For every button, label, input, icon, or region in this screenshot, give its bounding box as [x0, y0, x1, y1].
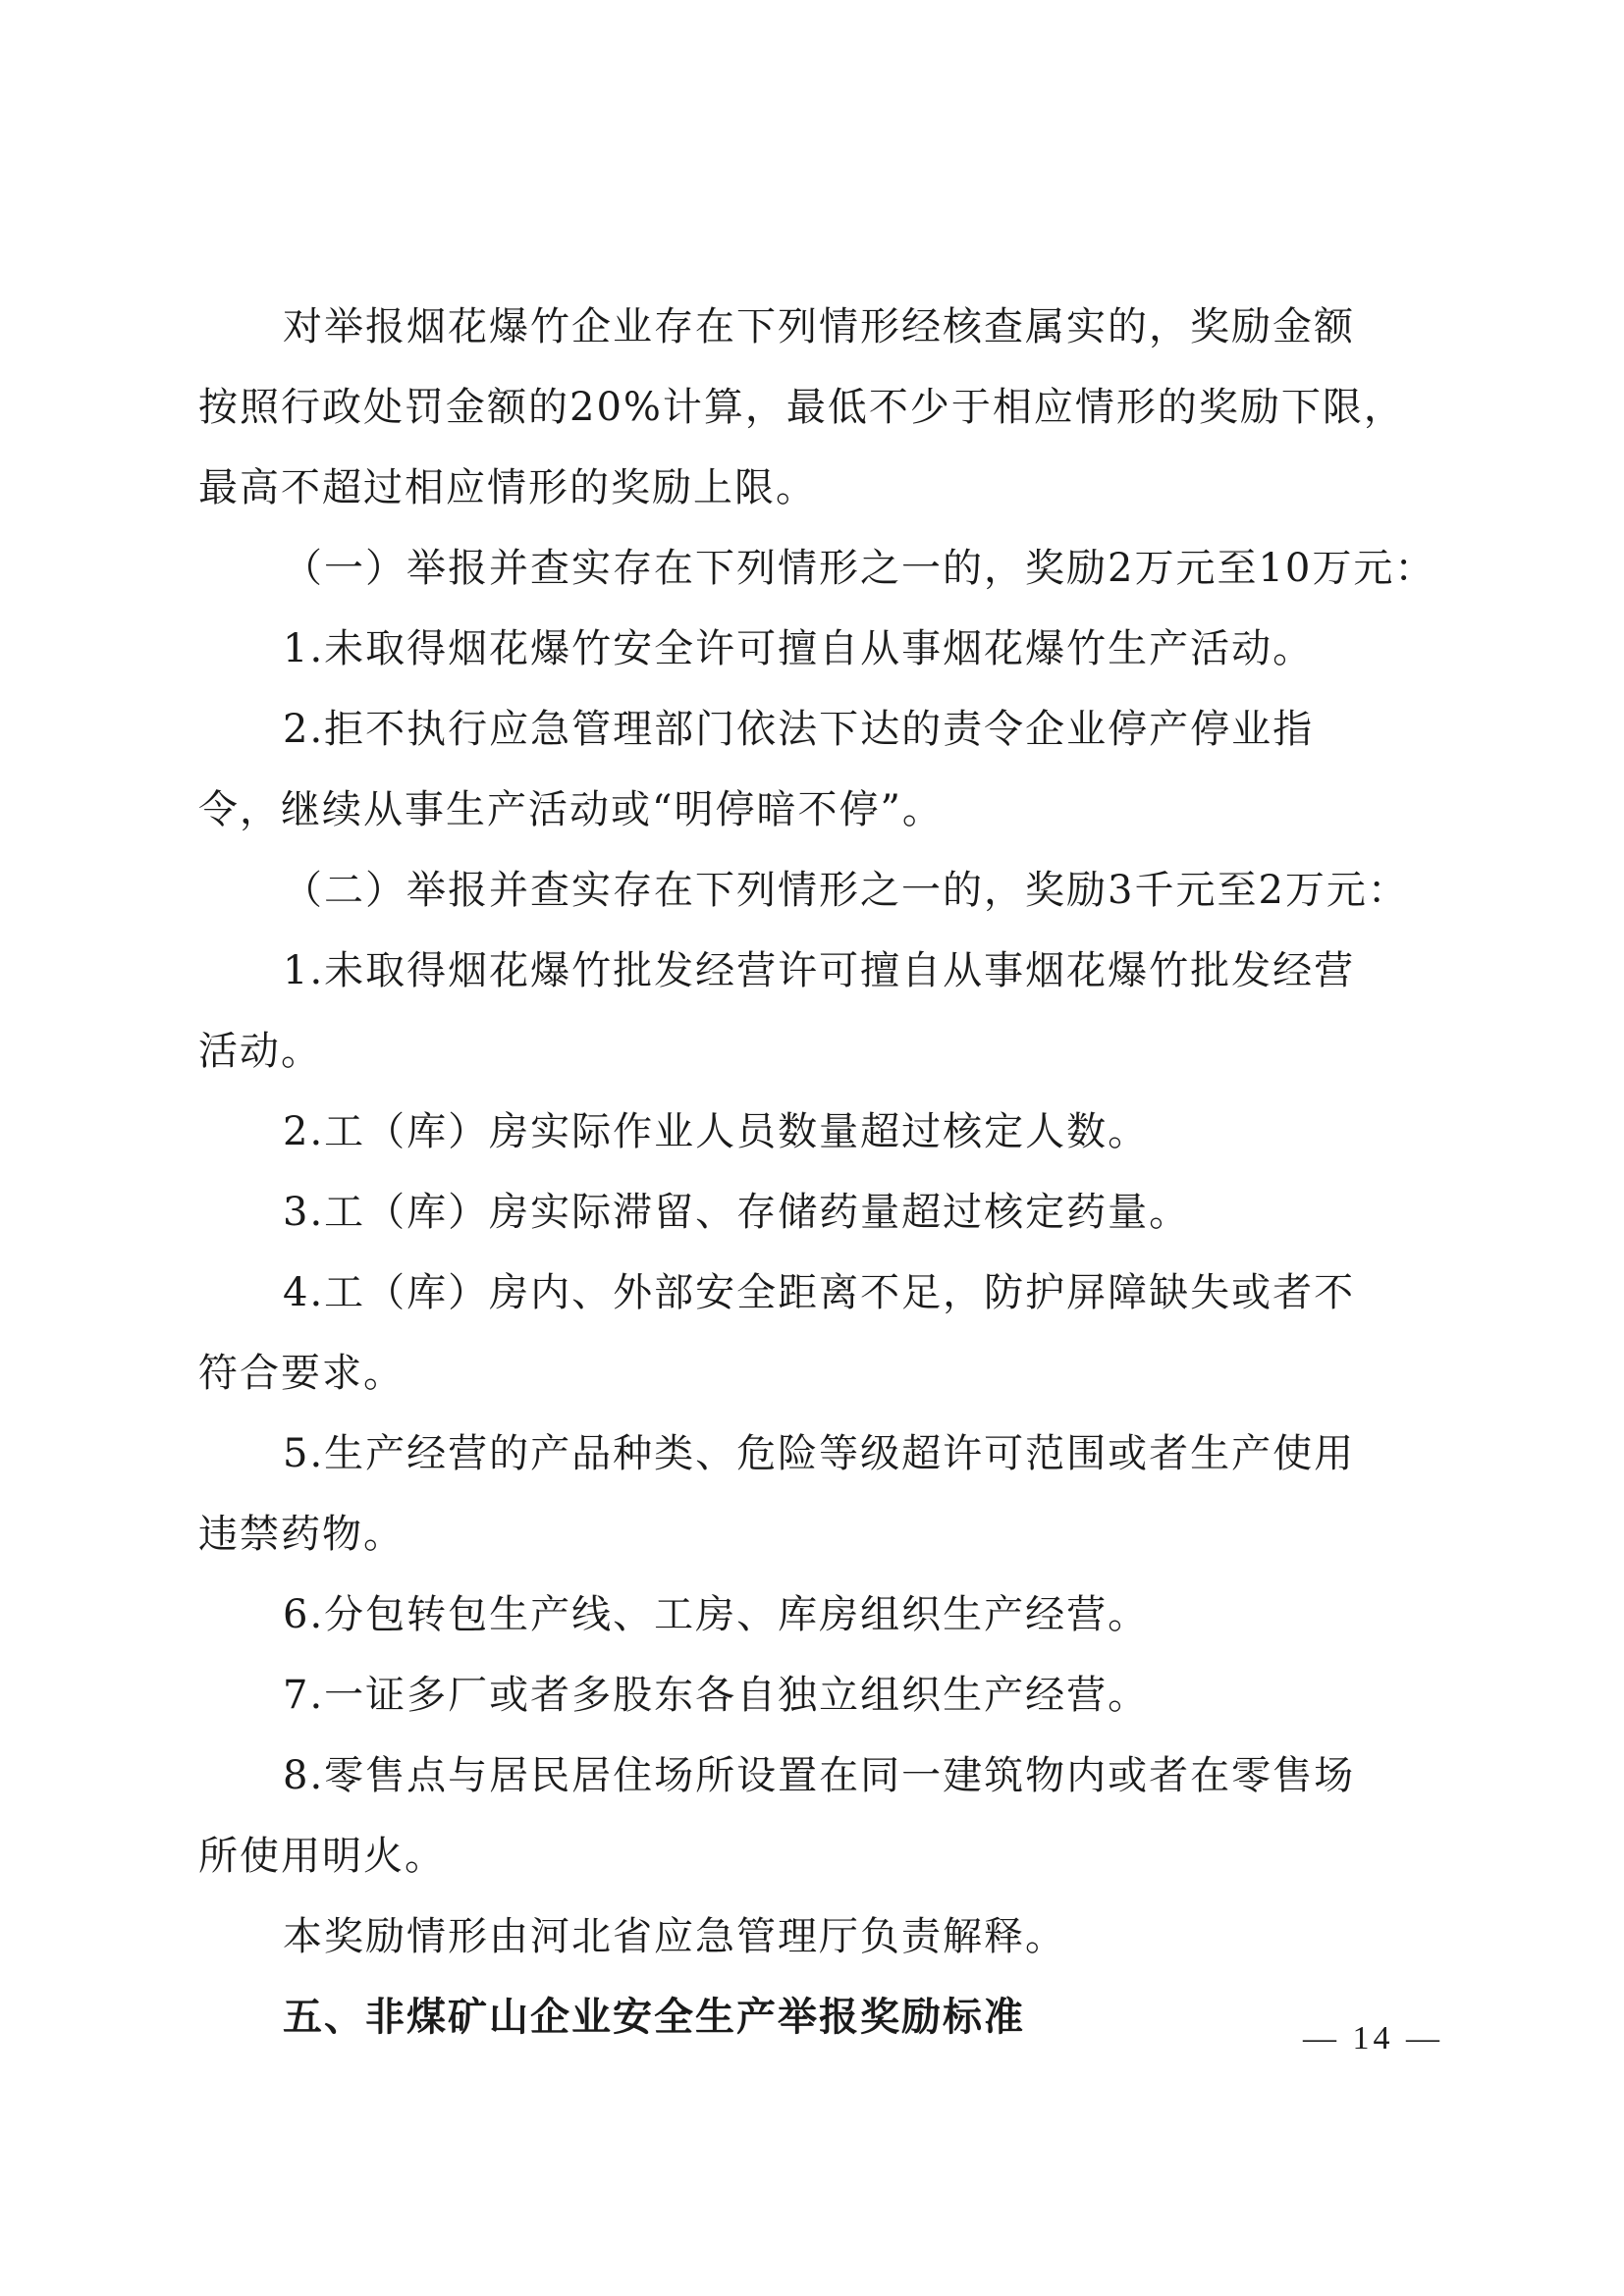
text-line: 最高不超过相应情形的奖励上限。 — [198, 465, 817, 510]
paragraph-category-two — [198, 850, 1435, 931]
text-line: 2.拒不执行应急管理部门依法下达的责令企业停产停业指 — [283, 707, 1315, 752]
paragraph-item — [198, 1735, 1435, 1896]
text-line: （二）举报并查实存在下列情形之一的，奖励3千元至2万元： — [283, 868, 1409, 913]
paragraph-item — [198, 1575, 1435, 1655]
paragraph-item — [198, 1092, 1435, 1172]
paragraph-item — [198, 609, 1435, 689]
paragraph-item — [198, 931, 1435, 1092]
text-line: 7.一证多厂或者多股东各自独立组织生产经营。 — [283, 1673, 1150, 1718]
paragraph-item — [198, 1414, 1435, 1575]
paragraph-item — [198, 1655, 1435, 1735]
text-line: 违禁药物。 — [198, 1512, 405, 1557]
section-heading: 五、非煤矿山企业安全生产举报奖励标准 — [283, 1995, 1025, 2040]
text-line: 8.零售点与居民居住场所设置在同一建筑物内或者在零售场 — [283, 1753, 1356, 1798]
text-line: 6.分包转包生产线、工房、库房组织生产经营。 — [283, 1592, 1150, 1637]
text-line: 5.生产经营的产品种类、危险等级超许可范围或者生产使用 — [283, 1431, 1356, 1476]
text-line: （一）举报并查实存在下列情形之一的，奖励2万元至10万元： — [283, 546, 1436, 591]
text-line: 对举报烟花爆竹企业存在下列情形经核查属实的，奖励金额 — [283, 304, 1355, 349]
page-number: — 14 — — [1303, 2020, 1443, 2056]
paragraph-interpretation-note — [198, 1896, 1435, 1977]
text-line: 本奖励情形由河北省应急管理厅负责解释。 — [283, 1914, 1066, 1959]
paragraph-intro — [198, 287, 1435, 528]
text-line: 1.未取得烟花爆竹批发经营许可擅自从事烟花爆竹批发经营 — [283, 948, 1356, 993]
paragraph-item — [198, 1253, 1435, 1414]
text-line: 2.工（库）房实际作业人员数量超过核定人数。 — [283, 1109, 1150, 1154]
text-line: 符合要求。 — [198, 1351, 405, 1396]
text-line: 按照行政处罚金额的20%计算，最低不少于相应情形的奖励下限， — [198, 385, 1405, 430]
text-line: 令，继续从事生产活动或“明停暗不停”。 — [198, 787, 944, 832]
text-line: 1.未取得烟花爆竹安全许可擅自从事烟花爆竹生产活动。 — [283, 626, 1315, 671]
paragraph-item — [198, 689, 1435, 850]
text-line: 活动。 — [198, 1029, 322, 1074]
text-line: 3.工（库）房实际滞留、存储药量超过核定药量。 — [283, 1190, 1191, 1235]
text-line: 4.工（库）房内、外部安全距离不足，防护屏障缺失或者不 — [283, 1270, 1356, 1315]
paragraph-item — [198, 1172, 1435, 1253]
body-text — [198, 287, 1435, 2057]
paragraph-category-one — [198, 528, 1435, 609]
text-line: 所使用明火。 — [198, 1834, 446, 1879]
